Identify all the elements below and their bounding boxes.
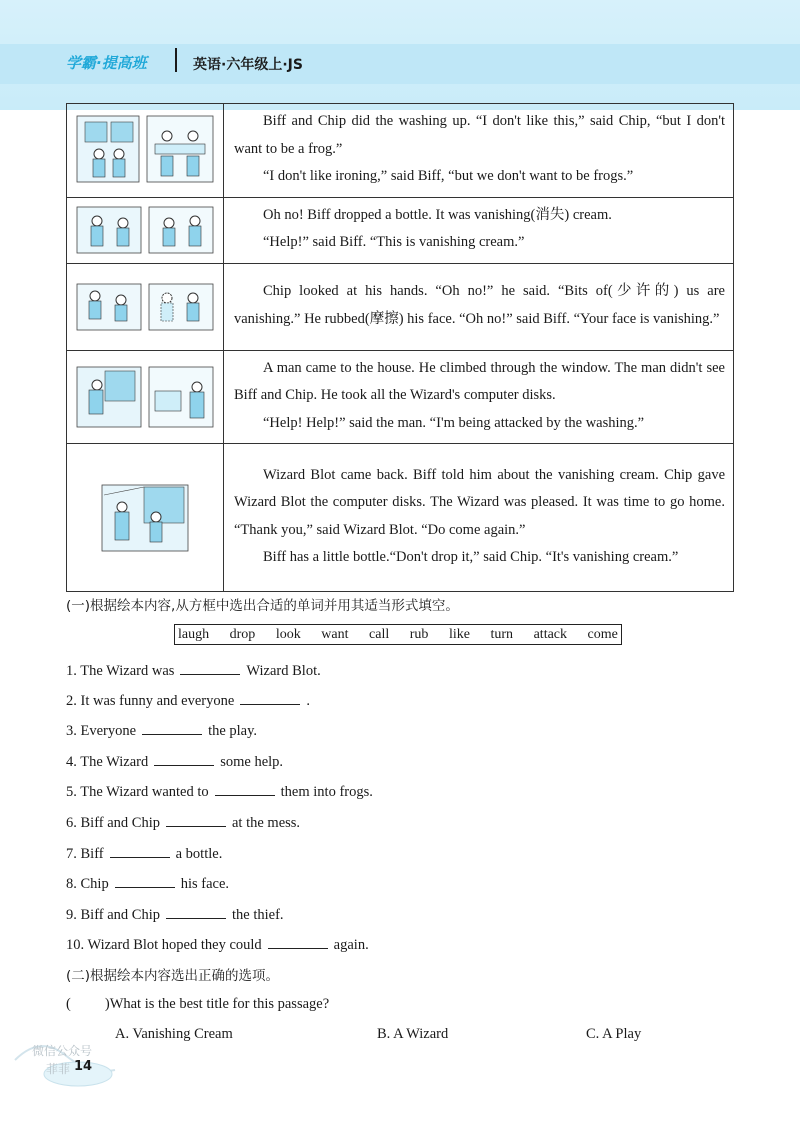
table-row: [67, 263, 734, 350]
question-text: the play.: [208, 723, 258, 739]
table-row: [67, 444, 734, 592]
story-paragraph: A man came to the house. He climbed through the window. The man didn't see Biff and Chip. He took all the Wizard's computer disks.: [234, 359, 725, 403]
fill-question: [66, 690, 310, 710]
word-option: want: [321, 626, 349, 642]
question-text: 2. It was funny and everyone: [66, 693, 235, 709]
page-header: [0, 0, 800, 110]
word-box: [174, 624, 622, 645]
fill-question: [66, 660, 321, 680]
answer-blank[interactable]: [240, 690, 300, 705]
fill-question: [66, 781, 373, 801]
story-paragraph: Chip looked at his hands. “Oh no!” he said. “Bits of(少许的) us are vanishing.” He rubbed(摩擦) his face. “Oh no!” said Biff. “Your face is vanishing.”: [234, 283, 725, 327]
section1-title: (一)根据绘本内容,从方框中选出合适的单词并用其适当形式填空。: [66, 598, 459, 614]
answer-blank[interactable]: [154, 751, 214, 766]
question-text: 6. Biff and Chip: [66, 815, 160, 831]
word-option: look: [275, 626, 301, 642]
option-b[interactable]: B. A Wizard: [377, 1026, 449, 1042]
fill-question: [66, 751, 283, 771]
story-paragraph: “I don't like ironing,” said Biff, “but we don't want to be frogs.”: [263, 168, 634, 184]
story-text-cell: [224, 197, 734, 263]
answer-blank[interactable]: [268, 934, 328, 949]
question-text: 9. Biff and Chip: [66, 907, 160, 923]
answer-blank[interactable]: [180, 660, 240, 675]
answer-paren-open: (: [66, 996, 71, 1012]
word-option: attack: [533, 626, 568, 642]
word-option: like: [448, 626, 470, 642]
picture-cell: [67, 197, 224, 263]
story-paragraph: Wizard Blot came back. Biff told him about the vanishing cream. Chip gave Wizard Blot the computer disks. The Wizard was pleased. It was time to go home. “Thank you,” said Wizard Blot. “Do come again.”: [234, 466, 725, 538]
picture-cell: [67, 104, 224, 198]
question-text: 3. Everyone: [66, 723, 137, 739]
story-table: [66, 103, 734, 592]
word-option: call: [369, 626, 390, 642]
watermark-text: 微信公众号: [32, 1044, 93, 1058]
question-text: What is the best title for this passage?: [109, 996, 330, 1012]
picture-cell: [67, 263, 224, 350]
question-text: the thief.: [231, 907, 284, 923]
word-option: laugh: [178, 626, 210, 642]
question-text: a bottle.: [175, 846, 223, 862]
brand-title: 学霸·提高班: [66, 54, 147, 72]
word-option: drop: [229, 626, 256, 642]
fill-question: [66, 873, 229, 893]
story-paragraph: “Help! Help!” said the man. “I'm being attacked by the washing.”: [263, 414, 645, 431]
option-c[interactable]: C. A Play: [586, 1026, 642, 1042]
story-paragraph: Biff and Chip did the washing up. “I don't like this,” said Chip, “but I don't want to be a frog.”: [234, 113, 725, 157]
picture-cell: [67, 444, 224, 592]
word-option: turn: [490, 626, 514, 642]
answer-blank[interactable]: [115, 873, 175, 888]
fill-question: [66, 812, 300, 832]
answer-paren-close: ): [104, 996, 110, 1012]
answer-blank[interactable]: [215, 781, 275, 796]
story-text-cell: [224, 350, 734, 444]
answer-blank[interactable]: [142, 720, 202, 735]
word-option: rub: [409, 626, 429, 642]
story-paragraph: Biff has a little bottle.“Don't drop it,” said Chip. “It's vanishing cream.”: [263, 549, 679, 565]
brand-divider: [175, 48, 177, 72]
question-text: 8. Chip: [66, 876, 109, 892]
fill-question: [66, 934, 369, 954]
answer-blank[interactable]: [110, 843, 170, 858]
watermark-text-2: 菲菲: [46, 1062, 71, 1076]
subject-label: 英语·六年级上·JS: [193, 57, 303, 73]
table-row: [67, 104, 734, 198]
chip-hands-vanishing-illustration: [75, 282, 215, 332]
section2-title: (二)根据绘本内容选出正确的选项。: [66, 968, 280, 984]
biff-drops-bottle-illustration: [75, 205, 215, 255]
question-text: .: [306, 693, 310, 709]
question-text: 4. The Wizard: [66, 754, 149, 770]
question-text: at the mess.: [231, 815, 301, 831]
page-number: 14: [74, 1059, 93, 1074]
answer-blank[interactable]: [166, 904, 226, 919]
choice-question: [66, 996, 329, 1013]
question-text: 1. The Wizard was: [66, 663, 175, 679]
question-text: Wizard Blot.: [246, 663, 321, 679]
fill-question: [66, 720, 257, 740]
picture-cell: [67, 350, 224, 444]
table-row: [67, 350, 734, 444]
question-text: 10. Wizard Blot hoped they could: [66, 937, 262, 953]
word-option: come: [587, 626, 618, 642]
story-paragraph: “Help!” said Biff. “This is vanishing cream.”: [263, 234, 525, 250]
fill-question: [66, 843, 222, 863]
wizard-blot-returns-illustration: [100, 483, 190, 553]
question-text: 5. The Wizard wanted to: [66, 784, 209, 800]
story-text-cell: [224, 104, 734, 198]
story-text-cell: [224, 444, 734, 592]
table-row: [67, 197, 734, 263]
story-text-cell: [224, 263, 734, 350]
question-text: 7. Biff: [66, 846, 104, 862]
man-climbs-window-illustration: [75, 365, 215, 429]
option-a[interactable]: A. Vanishing Cream: [115, 1026, 233, 1042]
question-text: them into frogs.: [280, 784, 373, 800]
story-paragraph: Oh no! Biff dropped a bottle. It was vanishing(消失) cream.: [263, 206, 612, 223]
fill-question: [66, 904, 284, 924]
biff-chip-washing-up-illustration: [75, 114, 215, 186]
question-text: again.: [333, 937, 369, 953]
answer-blank[interactable]: [166, 812, 226, 827]
question-text: his face.: [180, 876, 230, 892]
question-text: some help.: [220, 754, 284, 770]
